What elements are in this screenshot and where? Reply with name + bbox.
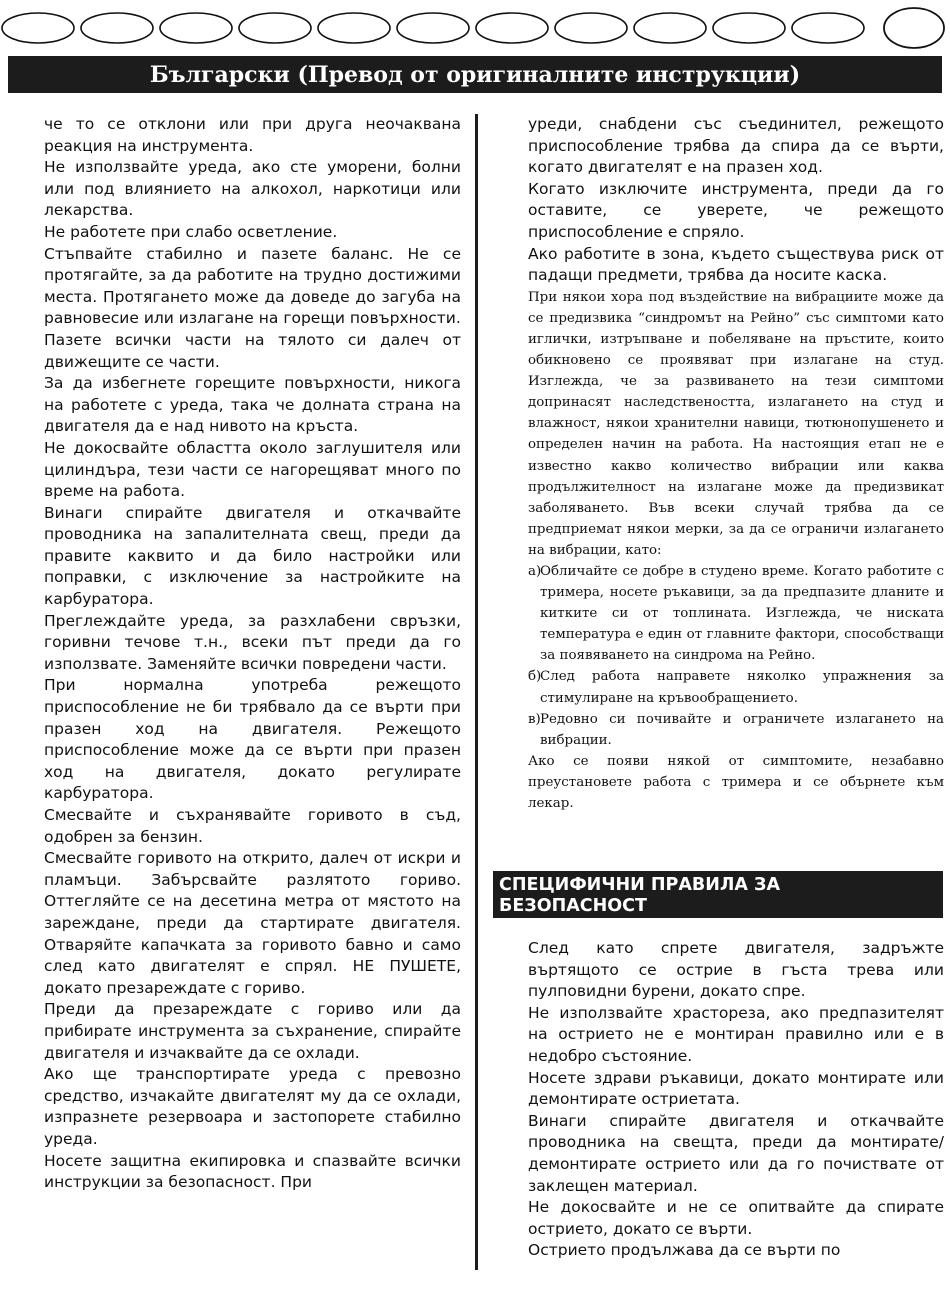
list-text: Обличайте се добре в студено време. Когато работите с тримера, носете ръкавици, за да предпазите дланите и китките си от топлината. Изглежда, че ниската температура е един от главните фактори, способстващи за появяването на синдрома на Рейно.	[540, 563, 944, 664]
page-tab-ovals	[0, 0, 950, 56]
page-tab-oval	[81, 13, 153, 43]
paragraph: Носете защитна екипировка и спазвайте всички инструкции за безопасност. При	[44, 1151, 461, 1192]
page-tab-oval	[397, 13, 469, 43]
paragraph: Не докосвайте и не се опитвайте да спирате острието, докато се върти.	[528, 1198, 944, 1238]
paragraph: Не докосвайте областта около заглушителя или цилиндъра, тези части се нагорещяват много по време на работа.	[44, 438, 461, 501]
paragraph: Винаги спирайте двигателя и откачвайте проводника на свещта, преди да монтирате/ демонтирате острието или да го почиствате от заклещен материал.	[528, 1111, 944, 1195]
column-divider	[475, 114, 478, 1270]
section-title-line2: БЕЗОПАСНОСТ	[499, 896, 647, 916]
page-tab-oval	[634, 13, 706, 43]
paragraph: След като спрете двигателя, задръжте въртящото се острие в гъста трева или пулповидни бурени, докато спре.	[528, 939, 944, 1001]
page-tab-oval	[476, 13, 548, 43]
paragraph: Носете здрави ръкавици, докато монтирате или демонтирате остриетата.	[528, 1068, 944, 1109]
section-title-line1: СПЕЦИФИЧНИ ПРАВИЛА ЗА	[499, 875, 780, 895]
paragraph: Смесвайте горивото на открито, далеч от искри и пламъци. Забърсвайте разлятото гориво. Оттегляйте се на десетина метра от мястото на зареждане, преди да стартирате двигателя. Отваряйте капачката за горивото бавно и само след като двигателят е спрял. НЕ ПУШЕТЕ, докато презареждате с гориво.	[44, 849, 461, 997]
vibration-note	[528, 287, 944, 814]
left-column	[44, 114, 461, 1194]
language-banner	[8, 56, 942, 93]
paragraph: Преди да презареждате с гориво или да прибирате инструмента за съхранение, спирайте двигателя и изчаквайте да се охлади.	[44, 1000, 461, 1062]
list-item	[528, 709, 944, 751]
page-tab-oval-current	[884, 8, 944, 48]
paragraph: Не работете при слабо осветление.	[44, 222, 338, 241]
page-tab-oval	[160, 13, 232, 43]
paragraph: Преглеждайте уреда, за разхлабени свръзки, горивни течове т.н., всеки път преди да го използвате. Заменяйте всички повредени части.	[44, 611, 461, 673]
paragraph: Когато изключите инструмента, преди да го оставите, се уверете, че режещото приспособление е спряло.	[528, 179, 944, 241]
list-text: След работа направете няколко упражнения за стимулиране на кръвообращението.	[540, 669, 944, 706]
paragraph: че то се отклони или при друга неочаквана реакция на инструмента.	[44, 115, 461, 155]
paragraph: Ако ще транспортирате уреда с превозно средство, изчакайте двигателят му да се охлади, изпразнете резервоара и застопорете стабилно уреда.	[44, 1065, 461, 1148]
paragraph: Острието продължава да се върти по	[528, 1241, 841, 1260]
section-body	[528, 938, 944, 1262]
page-tab-oval	[713, 13, 785, 43]
page-tab-oval	[318, 13, 390, 43]
list-marker: в)	[528, 711, 541, 727]
page-tab-oval	[239, 13, 311, 43]
paragraph: При нормална употреба режещото приспособление не би трябвало да се върти при празен ход на двигателя. Режещото приспособление може да се върти при празен ход на двигателя, докато регулирате карбуратора.	[44, 676, 461, 803]
vibration-closing: Ако се появи някой от симптомите, незабавно преустановете работа с тримера и се обърнете към лекар.	[528, 753, 944, 811]
paragraph: За да избегнете горещите повърхности, никога на работете с уреда, така че долната страна на двигателя да е над нивото на кръста.	[44, 374, 461, 436]
section-heading	[493, 871, 943, 918]
list-text: Редовно си почивайте и ограничете излагането на вибрации.	[540, 711, 944, 748]
list-marker: б)	[528, 669, 542, 685]
right-column	[528, 114, 944, 814]
banner-title: Български (Превод от оригиналните инструкции)	[149, 61, 801, 88]
list-item	[528, 561, 944, 666]
page-tab-oval	[792, 13, 864, 43]
list-marker: а)	[528, 563, 542, 579]
paragraph: Ако работите в зона, където съществува риск от падащи предмети, трябва да носите каска.	[528, 244, 944, 285]
paragraph: Не използвайте храстореза, ако предпазителят на острието не е монтиран правилно или е в недобро състояние.	[528, 1003, 944, 1065]
paragraph: Смесвайте и съхранявайте горивото в съд, одобрен за бензин.	[44, 806, 461, 846]
paragraph: Стъпвайте стабилно и пазете баланс. Не се протягайте, за да работите на трудно достижими места. Протягането може да доведе до загуба на равновесие или излагане на горещи повърхности.	[44, 244, 461, 328]
paragraph: Не използвайте уреда, ако сте уморени, болни или под влиянието на алкохол, наркотици или лекарства.	[44, 158, 461, 220]
page-tab-oval	[2, 13, 74, 43]
paragraph: Винаги спирайте двигателя и откачвайте проводника на запалителната свещ, преди да правите каквито и да било настройки или поправки, с изключение за настройките на карбуратора.	[44, 503, 461, 609]
page-tab-oval	[555, 13, 627, 43]
vibration-intro: При някои хора под въздействие на вибрациите може да се предизвика “синдромът на Рейно” със симптоми като иглички, изтръпване и побеляване на пръстите, които обикновено се проявяват при излагане на студ. Изглежда, че за развиването на тези симптоми допринасят наследствеността, излагането на студ и влажност, някои хранителни навици, тютюнопушенето и определен начин на работа. На настоящия етап не е известно какво количество вибрации или каква продължителност на излагане може да предизвикат заболяването. Във всеки случай трябва да се предприемат някои мерки, за да се ограничи излагането на вибрации, като:	[528, 289, 944, 558]
paragraph: Пазете всички части на тялото си далеч от движещите се части.	[44, 330, 461, 371]
paragraph: уреди, снабдени със съединител, режещото приспособление трябва да спира да се върти, когато двигателят е на празен ход.	[528, 115, 944, 177]
list-item	[528, 666, 944, 708]
